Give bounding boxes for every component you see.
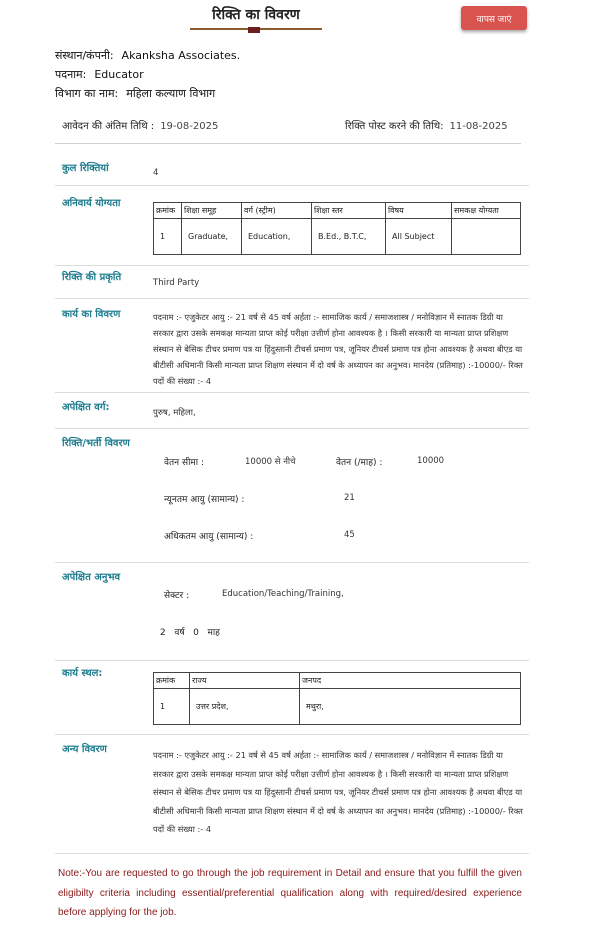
header-divider: [55, 143, 521, 144]
recruitment-label: रिक्ति/भर्ती विवरण: [62, 438, 130, 449]
page-title: रिक्ति का विवरण: [212, 7, 300, 23]
table-cell: Education,: [242, 219, 312, 255]
max-age-label: अधिकतम आयु (सामान्य) :: [164, 532, 254, 542]
other-text: पदनाम :- एजुकेटर आयु :- 21 वर्ष से 45 वर्ष अर्हता :- सामाजिक कार्य / समाजशास्त्र / मनोविज्ञान में स्नातक डिग्री या सरकार द्वारा उसके समकक्ष मान्यता प्राप्त कोई परीक्षा उत्तीर्ण होना आवश्यक है । किसी सरकारी या मान्यता प्राप्त प्रशिक्षण संस्थान से बेसिक टीचर प्रमाण पत्र या हिंदुस्तानी टीचर्स प्रमाण पत्र, जूनियर टीचर्स प्रमाण पत्र होना आवश्यक है अथवा बीएड या बीटीसी अधिमानी किसी मान्यता प्राप्त शिक्षण संस्थान में दो वर्ष के अध्यापन का अनुभव। मानदेय (प्रतिमाह) :-10000/- रिक्त पदों की संख्या :- 4: [153, 750, 523, 834]
salary-range-value: 10000 से नीचे: [245, 457, 296, 467]
job-desc-text: पदनाम :- एजुकेटर आयु :- 21 वर्ष से 45 वर्ष अर्हता :- सामाजिक कार्य / समाजशास्त्र / मनोविज्ञान में स्नातक डिग्री या सरकार द्वारा उसके समकक्ष मान्यता प्राप्त कोई परीक्षा उत्तीर्ण होना आवश्यक है । किसी सरकारी या मान्यता प्राप्त प्रशिक्षण संस्थान से बेसिक टीचर प्रमाण पत्र या हिंदुस्तानी टीचर्स प्रमाण पत्र, जूनियर टीचर्स प्रमाण पत्र होना आवश्यक है अथवा बीएड या बीटीसी अधिमानी किसी मान्यता प्राप्त शिक्षण संस्थान में दो वर्ष के अध्यापन का अनुभव। मानदेय (प्रतिमाह) :-10000/- रिक्त पदों की संख्या :- 4: [153, 312, 523, 386]
table-header-cell: जनपद: [300, 673, 521, 689]
other-label: अन्य विवरण: [62, 744, 107, 755]
table-row: [154, 689, 521, 725]
table-cell: 1: [154, 689, 190, 725]
table-cell: मथुरा,: [300, 689, 521, 725]
page-title-block: [190, 4, 322, 26]
sector-value: Education/Teaching/Training,: [222, 589, 344, 599]
section-divider: [55, 265, 529, 266]
section-divider: [55, 185, 529, 186]
post-row: [55, 67, 144, 82]
section-divider: [55, 562, 529, 563]
section-divider: [55, 392, 529, 393]
title-marker: [248, 27, 260, 33]
location-label: कार्य स्थल:: [62, 668, 103, 679]
section-divider: [55, 428, 529, 429]
experience-label: अपेक्षित अनुभव: [62, 572, 121, 583]
table-cell: उत्तर प्रदेश,: [190, 689, 300, 725]
category-value: पुरुष, महिला,: [153, 408, 196, 418]
salary-value: 10000: [417, 456, 445, 466]
dept-label: विभाग का नाम:: [55, 87, 119, 100]
org-row: [55, 48, 240, 63]
post-value: Educator: [94, 68, 144, 81]
vacancies-label: कुल रिक्तियां: [62, 163, 109, 174]
table-header-cell: वर्ग (स्ट्रीम): [242, 203, 312, 219]
section-divider: [55, 734, 529, 735]
table-header-cell: राज्य: [190, 673, 300, 689]
max-age-value: 45: [344, 530, 355, 540]
dept-value: महिला कल्याण विभाग: [126, 87, 216, 100]
last-date-label: आवेदन की अंतिम तिथि :: [62, 121, 155, 132]
experience-years-label: वर्ष: [174, 628, 185, 638]
post-date-label: रिक्ति पोस्ट करने की तिथि:: [345, 121, 444, 132]
experience-months: 0: [193, 628, 199, 638]
table-header-cell: शिक्षा समूह: [182, 203, 242, 219]
table-cell: All Subject: [386, 219, 452, 255]
vacancies-value: 4: [153, 168, 159, 178]
table-header-row: [154, 203, 521, 219]
table-cell: [452, 219, 521, 255]
table-header-cell: समकक्ष योग्यता: [452, 203, 521, 219]
min-age-value: 21: [344, 493, 355, 503]
last-date-value: 19-08-2025: [160, 121, 219, 132]
section-divider: [55, 298, 529, 299]
category-label: अपेक्षित वर्ग:: [62, 402, 110, 413]
dept-row: [55, 86, 215, 101]
experience-years: 2: [160, 628, 166, 638]
experience-duration: [160, 625, 220, 638]
job-desc-label: कार्य का विवरण: [62, 309, 121, 320]
experience-months-label: माह: [207, 628, 220, 638]
location-table: [153, 672, 521, 725]
org-label: संस्थान/कंपनी:: [55, 49, 114, 62]
nature-label: रिक्ति की प्रकृति: [62, 272, 122, 283]
table-row: [154, 219, 521, 255]
org-value: Akanksha Associates.: [121, 49, 241, 62]
sector-label: सेक्टर :: [164, 591, 190, 601]
table-header-cell: शिक्षा स्तर: [312, 203, 386, 219]
qualification-label: अनिवार्य योग्यता: [62, 198, 121, 209]
note-text: Note:-You are requested to go through the job requirement in Detail and ensure that you fulfill the given eligibilty criteria including essential/preferential qualification along with required/desired experience before applying for the job.: [58, 868, 522, 918]
salary-range-label: वेतन सीमा :: [164, 458, 205, 468]
section-divider: [55, 660, 529, 661]
table-header-row: [154, 673, 521, 689]
section-divider: [55, 853, 529, 854]
last-date: [62, 118, 218, 132]
table-cell: 1: [154, 219, 182, 255]
table-header-cell: विषय: [386, 203, 452, 219]
qualification-table: [153, 202, 521, 255]
table-header-cell: क्रमांक: [154, 673, 190, 689]
table-cell: B.Ed., B.T.C,: [312, 219, 386, 255]
post-label: पदनाम:: [55, 68, 87, 81]
nature-value: Third Party: [153, 278, 200, 288]
min-age-label: न्यूनतम आयु (सामान्य) :: [164, 495, 245, 505]
back-button[interactable]: वापस जाएं: [461, 6, 527, 30]
salary-label: वेतन (/माह) :: [336, 458, 383, 468]
table-cell: Graduate,: [182, 219, 242, 255]
table-header-cell: क्रमांक: [154, 203, 182, 219]
post-date-value: 11-08-2025: [449, 121, 508, 132]
post-date: [345, 118, 508, 132]
